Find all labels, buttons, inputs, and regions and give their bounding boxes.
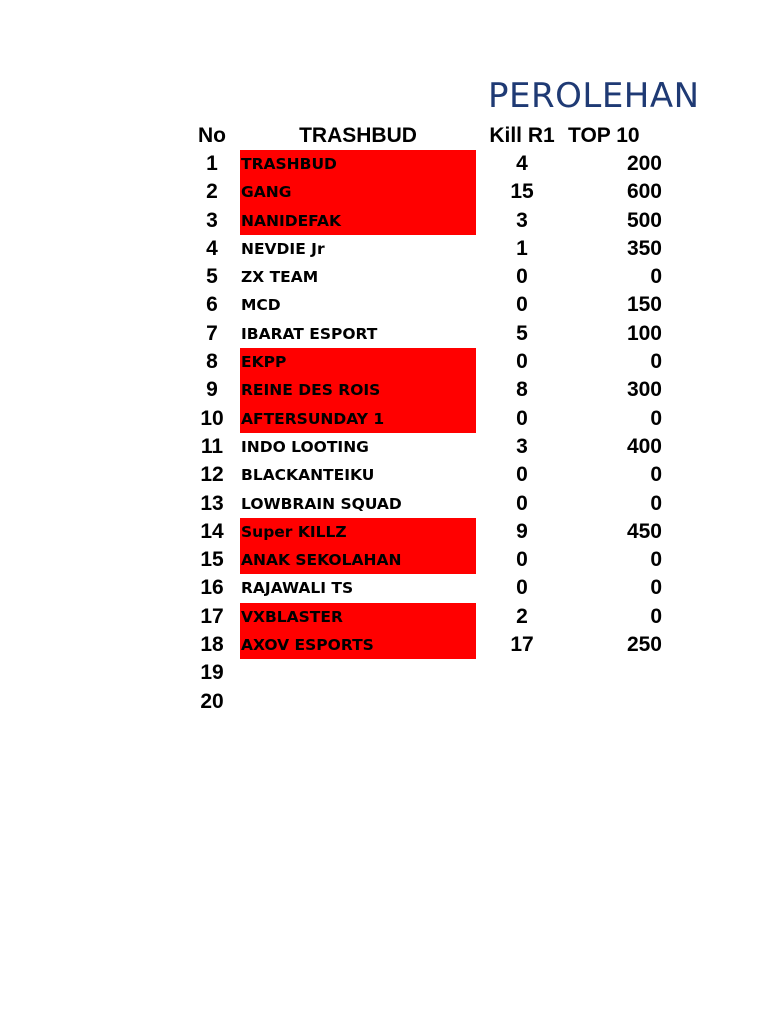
row-number: 6 <box>206 293 218 317</box>
top-points: 0 <box>650 463 662 487</box>
top-points: 0 <box>650 265 662 289</box>
kill-count: 0 <box>516 350 528 374</box>
top-points <box>566 659 662 687</box>
kill-count: 4 <box>516 152 528 175</box>
table-row <box>0 659 768 687</box>
team-name: NANIDEFAK <box>240 207 476 235</box>
table-row <box>0 263 768 291</box>
team-name: AXOV ESPORTS <box>240 631 476 659</box>
top-points: 200 <box>626 152 662 175</box>
table-row <box>0 546 768 574</box>
top-points: 250 <box>626 633 662 657</box>
kill-count: 15 <box>510 180 534 204</box>
top-points: 0 <box>650 604 662 628</box>
table-row <box>0 461 768 489</box>
kill-count: 3 <box>516 208 528 232</box>
top-points: 100 <box>626 321 662 345</box>
top-points: 300 <box>626 378 662 402</box>
kill-count: 0 <box>516 293 528 317</box>
row-number: 2 <box>206 180 218 204</box>
row-number: 1 <box>206 152 218 175</box>
team-name: NEVDIE Jr <box>241 239 325 258</box>
kill-count <box>480 688 564 716</box>
table-row <box>0 178 768 206</box>
table-row <box>0 235 768 263</box>
table-row <box>0 490 768 518</box>
row-number: 4 <box>206 236 218 260</box>
table-row <box>0 603 768 631</box>
row-number: 3 <box>206 208 218 232</box>
top-points: 0 <box>650 406 662 430</box>
row-number: 5 <box>206 265 218 289</box>
table-row <box>0 631 768 659</box>
standings-table <box>0 150 768 716</box>
team-name: Super KILLZ <box>240 518 476 546</box>
page-title: PEROLEHAN <box>488 76 700 116</box>
row-number: 7 <box>206 321 218 345</box>
team-name: GANG <box>240 178 476 206</box>
table-row <box>0 320 768 348</box>
top-points: 400 <box>626 434 662 458</box>
team-name: RAJAWALI TS <box>241 579 354 598</box>
row-number: 9 <box>206 378 218 402</box>
top-points <box>566 688 662 716</box>
team-name: EKPP <box>240 348 476 376</box>
kill-count: 1 <box>516 236 528 260</box>
team-name: ANAK SEKOLAHAN <box>240 546 476 574</box>
team-name: VXBLASTER <box>240 603 476 631</box>
top-points: 150 <box>626 293 662 317</box>
kill-count: 9 <box>516 519 528 543</box>
row-number: 17 <box>200 604 224 628</box>
table-row <box>0 688 768 716</box>
kill-count: 0 <box>516 548 528 572</box>
top-points: 0 <box>650 576 662 600</box>
team-name: IBARAT ESPORT <box>241 324 378 343</box>
row-number: 16 <box>200 576 224 600</box>
team-name: REINE DES ROIS <box>240 376 476 404</box>
top-points: 500 <box>626 208 662 232</box>
team-name: LOWBRAIN SQUAD <box>241 494 402 513</box>
kill-count: 0 <box>516 406 528 430</box>
column-header-team: TRASHBUD <box>299 124 417 147</box>
team-name <box>240 659 476 687</box>
row-number: 18 <box>200 633 224 657</box>
kill-count: 3 <box>516 434 528 458</box>
team-name: INDO LOOTING <box>241 437 369 456</box>
table-row <box>0 376 768 404</box>
kill-count: 8 <box>516 378 528 402</box>
row-number: 10 <box>200 406 224 430</box>
top-points: 0 <box>650 350 662 374</box>
column-header-no: No <box>198 124 226 147</box>
row-number: 15 <box>200 548 224 572</box>
team-name: ZX TEAM <box>241 268 319 287</box>
team-name <box>240 688 476 716</box>
table-row <box>0 405 768 433</box>
team-name: MCD <box>241 296 281 315</box>
team-name: TRASHBUD <box>240 150 476 178</box>
row-number: 12 <box>200 463 224 487</box>
table-row <box>0 574 768 602</box>
table-row <box>0 150 768 178</box>
top-points: 450 <box>626 519 662 543</box>
kill-count: 17 <box>510 633 534 657</box>
kill-count: 0 <box>516 463 528 487</box>
kill-count: 5 <box>516 321 528 345</box>
column-header-kill: Kill R1 <box>489 124 555 147</box>
row-number: 20 <box>200 689 224 713</box>
column-header-top: TOP 10 <box>568 124 640 147</box>
top-points: 600 <box>626 180 662 204</box>
row-number: 8 <box>206 350 218 374</box>
table-row <box>0 433 768 461</box>
kill-count <box>480 659 564 687</box>
table-row <box>0 291 768 319</box>
top-points: 0 <box>650 491 662 515</box>
kill-count: 0 <box>516 491 528 515</box>
kill-count: 2 <box>516 604 528 628</box>
kill-count: 0 <box>516 265 528 289</box>
top-points: 350 <box>626 236 662 260</box>
team-name: AFTERSUNDAY 1 <box>240 405 476 433</box>
row-number: 11 <box>200 434 224 458</box>
top-points: 0 <box>650 548 662 572</box>
row-number: 13 <box>200 491 224 515</box>
row-number: 19 <box>200 661 224 685</box>
row-number: 14 <box>200 519 224 543</box>
table-row <box>0 207 768 235</box>
table-row <box>0 348 768 376</box>
table-row <box>0 518 768 546</box>
team-name: BLACKANTEIKU <box>241 466 375 485</box>
kill-count: 0 <box>516 576 528 600</box>
